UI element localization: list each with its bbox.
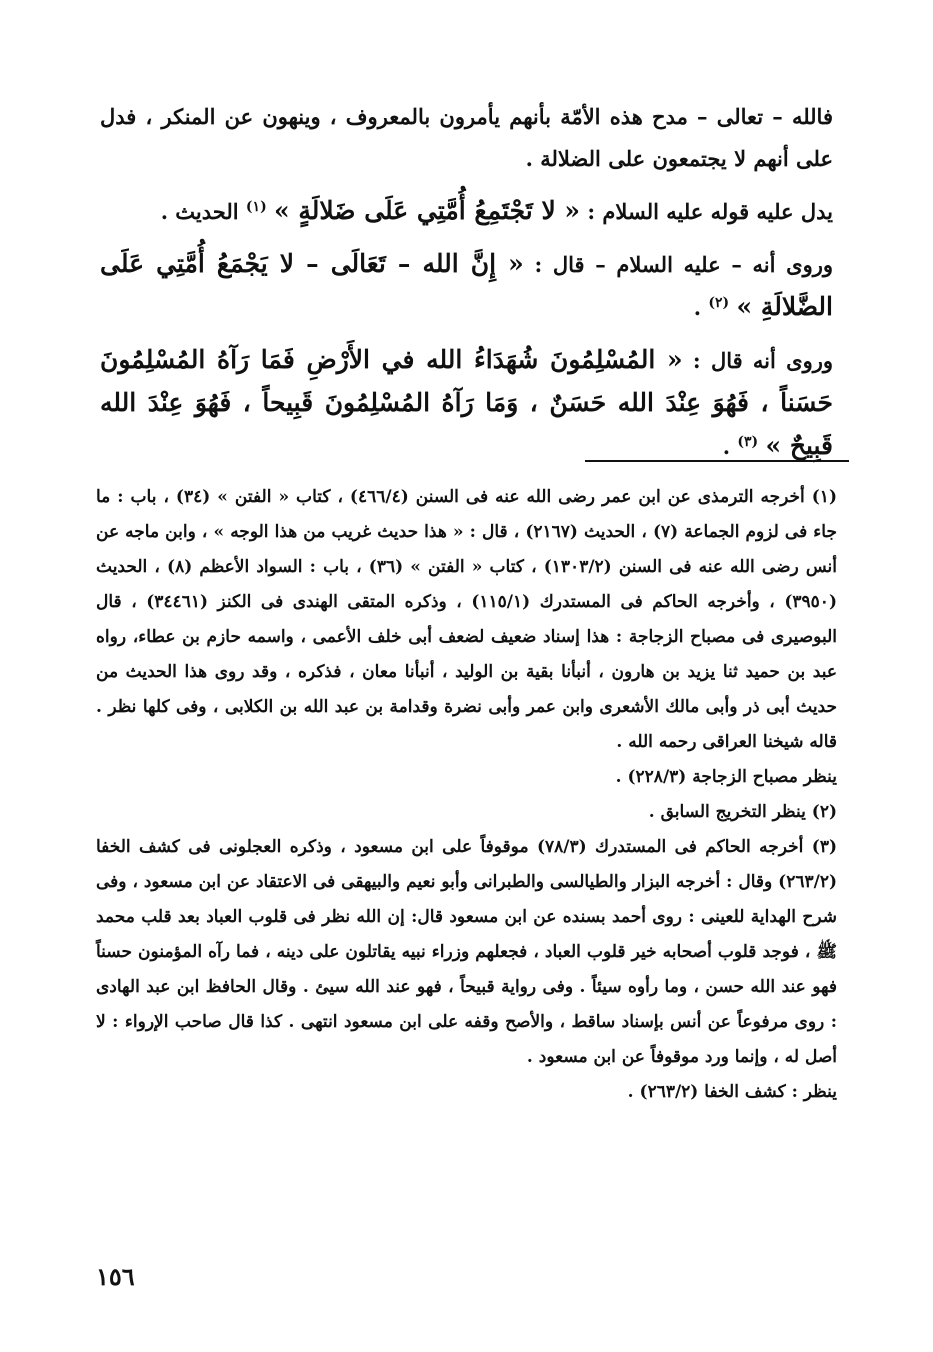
hadith-2-intro: وروى أنه – عليه السلام – قال : [534,252,833,277]
hadith-2-tail: . [693,295,702,320]
paragraph-hadith-3 [100,339,833,468]
footnote-ref-3: (٣) [737,434,759,450]
footnote-ref-1: (١) [245,199,267,215]
hadith-3-intro: وروى أنه قال : [692,348,833,373]
hadith-2-quote: « إِنَّ الله – تَعَالَى – لا يَجْمَعُ أُمَّتِي عَلَى الضَّلالَةِ » [100,249,833,321]
hadith-1-intro: يدل عليه قوله عليه السلام : [587,199,833,224]
footnote-2: (٢) ينظر التخريج السابق . [648,802,837,822]
footnote-1: (١) أخرجه الترمذى عن ابن عمر رضى الله عنه فى السنن (٤٦٦/٤) ، كتاب « الفتن » (٣٤) ، باب : ما جاء فى لزوم الجماعة (٧) ، الحديث (٢١٦٧) ، قال : « هذا حديث غريب من هذا الوجه » ، وابن ماجه عن أنس رضى الله عنه فى السنن (١٣٠٣/٢) ، كتاب « الفتن » (٣٦) ، باب : السواد الأعظم (٨) ، الحديث (٣٩٥٠) ، وأخرجه الحاكم فى المستدرك (١١٥/١) ، وذكره المتقى الهندى فى الكنز (٣٤٤٦١) ، قال البوصيرى فى مصباح الزجاجة : هذا إسناد ضعيف لضعف أبى خلف الأعمى ، واسمه حازم بن عطاء، رواه عبد بن حميد ثنا يزيد بن هارون ، أنبأنا بقية بن الوليد ، أنبأنا معان ، فذكره ، وقد روى هذا الحديث من حديث أبى ذر وأبى مالك الأشعرى وابن عمر وأبى نضرة وقدامة بن عبد الله بن الكلابى ، وفى كلها نظر . قاله شيخنا العراقى رحمه الله . [96,487,838,752]
hadith-3-quote: « المُسْلِمُونَ شُهَدَاءُ الله في الأَرْضِ فَمَا رَآهُ المُسْلِمُونَ حَسَناً ، فَهُوَ عِنْدَ الله حَسَنٌ ، وَمَا رَآهُ المُسْلِمُونَ قَبِيحاً ، فَهُوَ عِنْدَ الله قَبِيحٌ » [100,345,833,460]
footnote-3: (٣) أخرجه الحاكم فى المستدرك (٧٨/٣) موقوفاً على ابن مسعود ، وذكره العجلونى فى كشف الخفا (٢٦٣/٢) وقال : أخرجه البزار والطيالسى والطبرانى وأبو نعيم والبيهقى فى الاعتقاد عن ابن مسعود ، وفى شرح الهداية للعينى : روى أحمد بسنده عن ابن مسعود قال: إن الله نظر فى قلوب العباد بعد قلب محمد ﷺ ، فوجد قلوب أصحابه خير قلوب العباد ، فجعلهم وزراء نبيه يقاتلون على دينه ، فما رآه المؤمنون حسناً فهو عند الله حسن ، وما رأوه سيئاً . وفى رواية قبيحاً ، فهو عند الله سيئ . وقال الحافظ ابن عبد الهادى : روى مرفوعاً عن أنس بإسناد ساقط ، والأصح وقفه على ابن مسعود انتهى . كذا قال صاحب الإرواء : لا أصل له ، وإنما ورد موقوفاً عن ابن مسعود . [96,837,837,1067]
paragraph-praise [100,96,833,180]
paragraph-hadith-2 [100,243,833,329]
hadith-1-tail: الحديث . [160,199,239,224]
hadith-1-quote: « لا تَجْتَمِعُ أُمَّتِي عَلَى ضَلالَةٍ » [274,196,581,225]
footnote-divider [585,460,849,462]
footnote-1-see: ينظر مصباح الزجاجة (٢٢٨/٣) . [615,767,837,787]
paragraph-hadith-1 [100,190,833,233]
hadith-3-tail: . [722,434,731,459]
page-number: ١٥٦ [96,1262,135,1291]
paragraph-praise-text: فالله – تعالى – مدح هذه الأمّة بأنهم يأمرون بالمعروف ، وينهون عن المنكر ، فدل على أنهم لا يجتمعون على الضلالة . [100,104,833,171]
footnote-ref-2: (٢) [708,295,730,311]
main-text [100,96,833,468]
footnote-3-see: ينظر : كشف الخفا (٢٦٣/٢) . [627,1082,837,1102]
footnotes [96,480,837,1110]
